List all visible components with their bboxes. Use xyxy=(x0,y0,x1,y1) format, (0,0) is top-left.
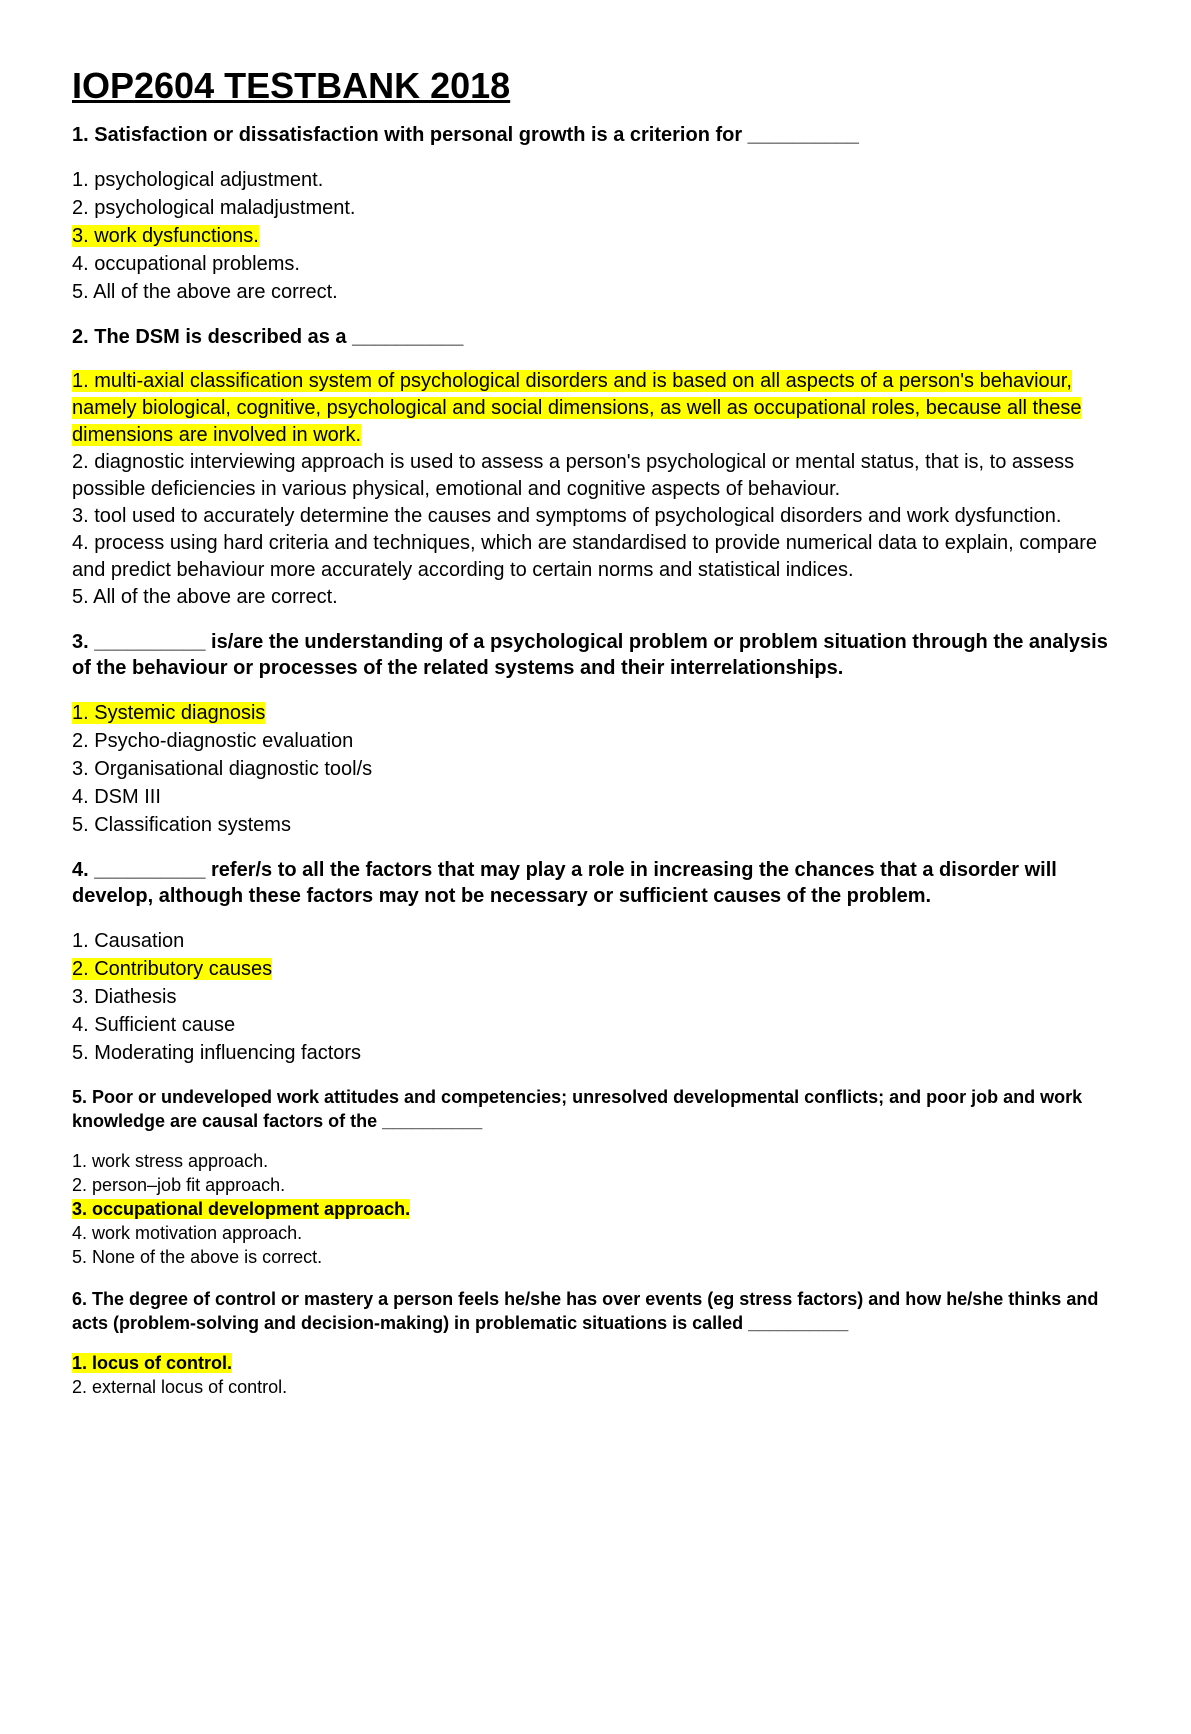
option: 3. Diathesis xyxy=(72,986,177,1008)
option-highlighted: 3. occupational development approach. xyxy=(72,1199,411,1219)
option: 4. process using hard criteria and techniques, which are standardised to provide numerical data to explain, compare and predict behaviour more accurately according to certain norms and statistical indices. xyxy=(72,532,1098,581)
option: 5. None of the above is correct. xyxy=(72,1247,323,1267)
option: 3. tool used to accurately determine the causes and symptoms of psychological disorders and work dysfunction. xyxy=(72,505,1062,527)
option-highlighted: 1. Systemic diagnosis xyxy=(72,702,266,724)
question-2: 2. The DSM is described as a __________ xyxy=(72,326,464,348)
question-6-options xyxy=(72,1351,1122,1399)
option-highlighted: 1. locus of control. xyxy=(72,1353,233,1373)
option: 4. work motivation approach. xyxy=(72,1223,303,1243)
option-highlighted: 3. work dysfunctions. xyxy=(72,225,259,247)
option: 1. psychological adjustment. xyxy=(72,169,324,191)
question-5: 5. Poor or undeveloped work attitudes and competencies; unresolved developmental conflicts; and poor job and work knowledge are causal factors of the __________ xyxy=(72,1087,1083,1131)
question-5-options xyxy=(72,1149,1122,1269)
option: 2. external locus of control. xyxy=(72,1377,288,1397)
option: 5. Moderating influencing factors xyxy=(72,1042,362,1064)
option: 2. Psycho-diagnostic evaluation xyxy=(72,730,354,752)
option: 2. diagnostic interviewing approach is used to assess a person's psychological or mental status, that is, to assess possible deficiencies in various physical, emotional and cognitive aspects of behaviour. xyxy=(72,451,1075,500)
option: 1. work stress approach. xyxy=(72,1151,269,1171)
question-1: 1. Satisfaction or dissatisfaction with personal growth is a criterion for __________ xyxy=(72,124,859,146)
document-page xyxy=(72,66,1122,1417)
question-1-options xyxy=(72,166,1122,306)
question-4: 4. __________ refer/s to all the factors that may play a role in increasing the chances that a disorder will develop, although these factors may not be necessary or sufficient causes of the problem. xyxy=(72,859,1057,907)
question-3-options xyxy=(72,699,1122,839)
option: 4. Sufficient cause xyxy=(72,1014,236,1036)
question-3: 3. __________ is/are the understanding of a psychological problem or problem situation through the analysis of the behaviour or processes of the related systems and their interrelationships. xyxy=(72,631,1108,679)
option: 2. psychological maladjustment. xyxy=(72,197,356,219)
document-title: IOP2604 TESTBANK 2018 xyxy=(72,65,511,106)
option: 1. Causation xyxy=(72,930,185,952)
option: 5. All of the above are correct. xyxy=(72,586,338,608)
option: 5. All of the above are correct. xyxy=(72,281,338,303)
option-highlighted: 2. Contributory causes xyxy=(72,958,273,980)
option: 2. person–job fit approach. xyxy=(72,1175,286,1195)
question-2-options xyxy=(72,368,1122,611)
question-4-options xyxy=(72,927,1122,1067)
option-highlighted: 1. multi-axial classification system of psychological disorders and is based on all aspects of a person's behaviour, namely biological, cognitive, psychological and social dimensions, as well as occupational roles, because all these dimensions are involved in work. xyxy=(72,370,1082,446)
option: 4. occupational problems. xyxy=(72,253,300,275)
option: 4. DSM III xyxy=(72,786,161,808)
question-6: 6. The degree of control or mastery a person feels he/she has over events (eg stress factors) and how he/she thinks and acts (problem-solving and decision-making) in problematic situations is called __________ xyxy=(72,1289,1099,1333)
option: 3. Organisational diagnostic tool/s xyxy=(72,758,373,780)
option: 5. Classification systems xyxy=(72,814,291,836)
